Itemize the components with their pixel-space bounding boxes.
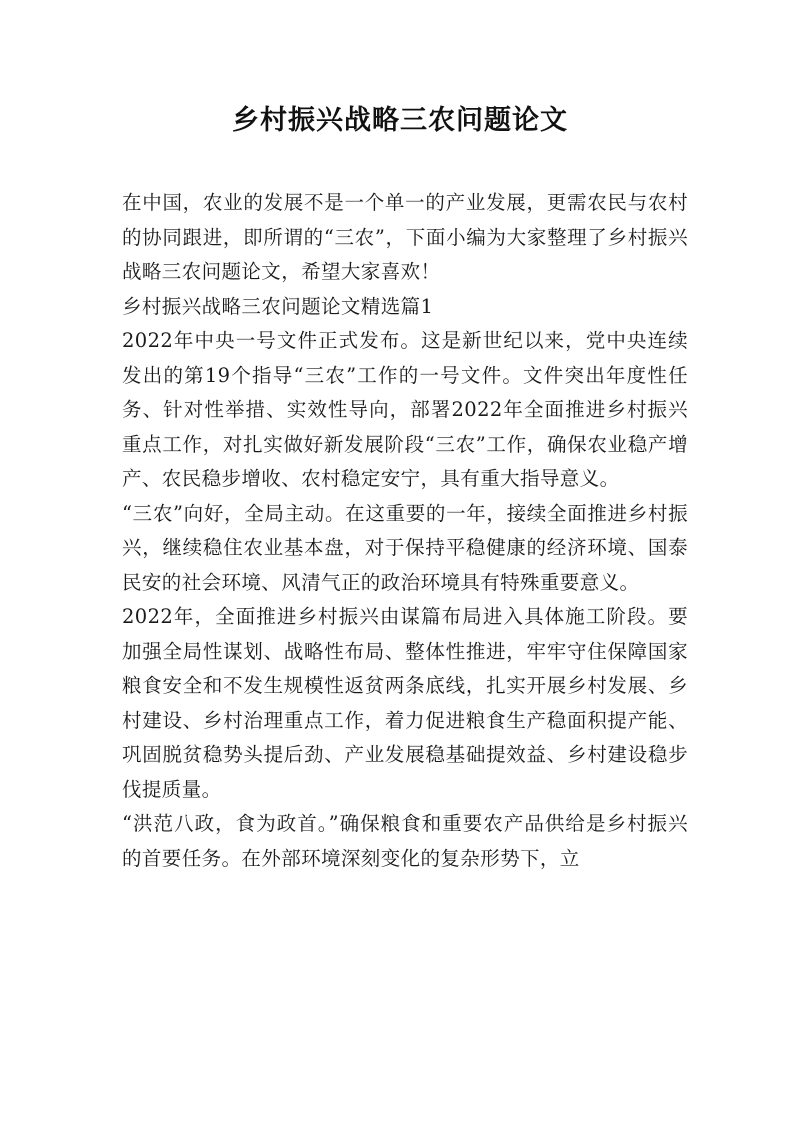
document-title: 乡村振兴战略三农问题论文 [232,105,568,136]
paragraph: 2022年中央一号文件正式发布。这是新世纪以来，党中央连续发出的第19个指导“三农”工作的一号文件。文件突出年度性任务、针对性举措、实效性导向，部署2022年全面推进乡村振兴重点工作，对扎实做好新发展阶段“三农”工作，确保农业稳产增产、农民稳步增收、农村稳定安宁，具有重大指导意义。 [122,329,688,490]
paragraph-intro: 在中国，农业的发展不是一个单一的产业发展，更需农民与农村的协同跟进，即所谓的“三农”，下面小编为大家整理了乡村振兴战略三农问题论文，希望大家喜欢！ [122,191,688,283]
paragraph: “洪范八政，食为政首。”确保粮食和重要农产品供给是乡村振兴的首要任务。在外部环境深刻变化的复杂形势下，立 [122,812,688,870]
paragraph: 2022年，全面推进乡村振兴由谋篇布局进入具体施工阶段。要加强全局性谋划、战略性布局、整体性推进，牢牢守住保障国家粮食安全和不发生规模性返贫两条底线，扎实开展乡村发展、乡村建设、乡村治理重点工作，着力促进粮食生产稳面积提产能、巩固脱贫稳势头提后劲、产业发展稳基础提效益、乡村建设稳步伐提质量。 [122,605,688,801]
paragraph: “三农”向好，全局主动。在这重要的一年，接续全面推进乡村振兴，继续稳住农业基本盘，对于保持平稳健康的经济环境、国泰民安的社会环境、风清气正的政治环境具有特殊重要意义。 [122,501,688,594]
section-heading: 乡村振兴战略三农问题论文精选篇1 [122,294,434,318]
document-body [122,186,688,876]
